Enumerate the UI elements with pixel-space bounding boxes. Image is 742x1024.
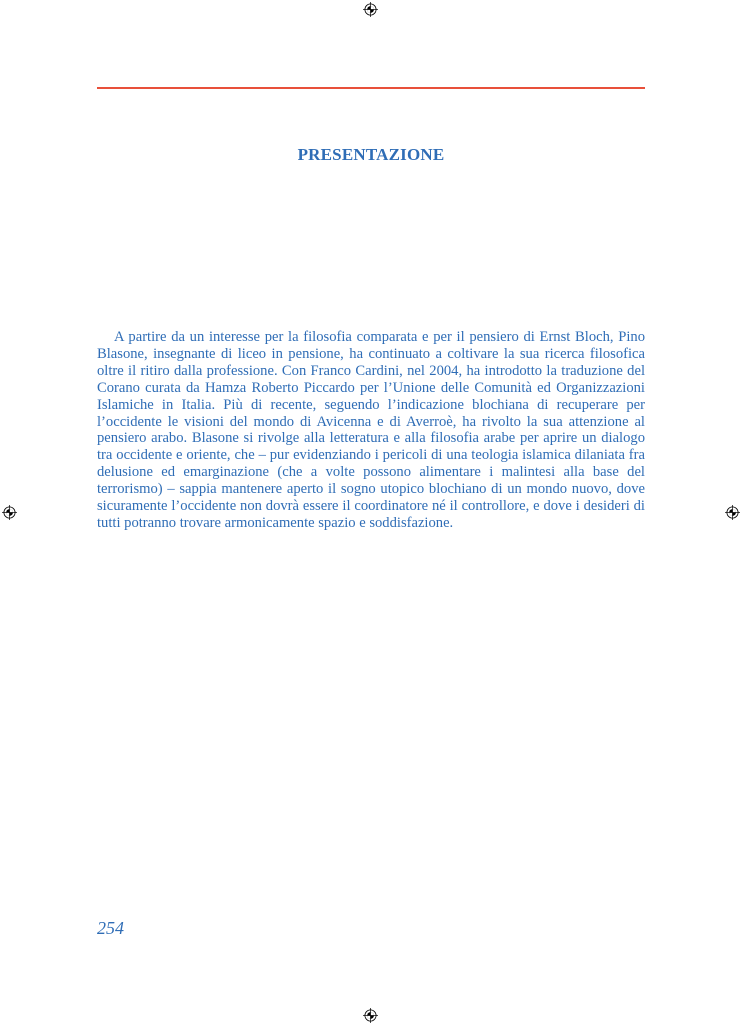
registration-mark-left-icon bbox=[2, 505, 17, 520]
page-title: PRESENTAZIONE bbox=[297, 145, 445, 164]
registration-mark-bottom-icon bbox=[363, 1008, 378, 1023]
header-rule bbox=[97, 87, 645, 89]
registration-mark-right-icon bbox=[725, 505, 740, 520]
registration-mark-top-icon bbox=[363, 2, 378, 17]
body-paragraph: A partire da un interesse per la filosofia comparata e per il pensiero di Ernst Bloch, Pino Blasone, insegnante di liceo in pensione, ha continuato a coltivare la sua ricerca filosofica oltre il ritiro dalla professione. Con Franco Cardini, nel 2004, ha introdotto la traduzione del Corano curata da Hamza Roberto Piccardo per l’Unione delle Comunità ed Organizzazioni Islamiche in Italia. Più di recente, seguendo l’indicazione blochiana di recuperare per l’occidente le visioni del mondo di Avicenna e di Averroè, ha rivolto la sua attenzione al pensiero arabo. Blasone si rivolge alla letteratura e alla filosofia arabe per aprire un dialogo tra occidente e oriente, che – pur evidenziando i pericoli di una teologia islamica dilaniata fra delusione ed emarginazione (che a volte possono alimentare i malintesi alla base del terrorismo) – sappia mantenere aperto il sogno utopico blochiano di un mondo nuovo, dove sicuramente l’occidente non dovrà essere il coordinatore né il controllore, e dove i desideri di tutti potranno trovare armonicamente spazio e soddisfazione. bbox=[97, 329, 645, 531]
page-number: 254 bbox=[97, 918, 124, 938]
